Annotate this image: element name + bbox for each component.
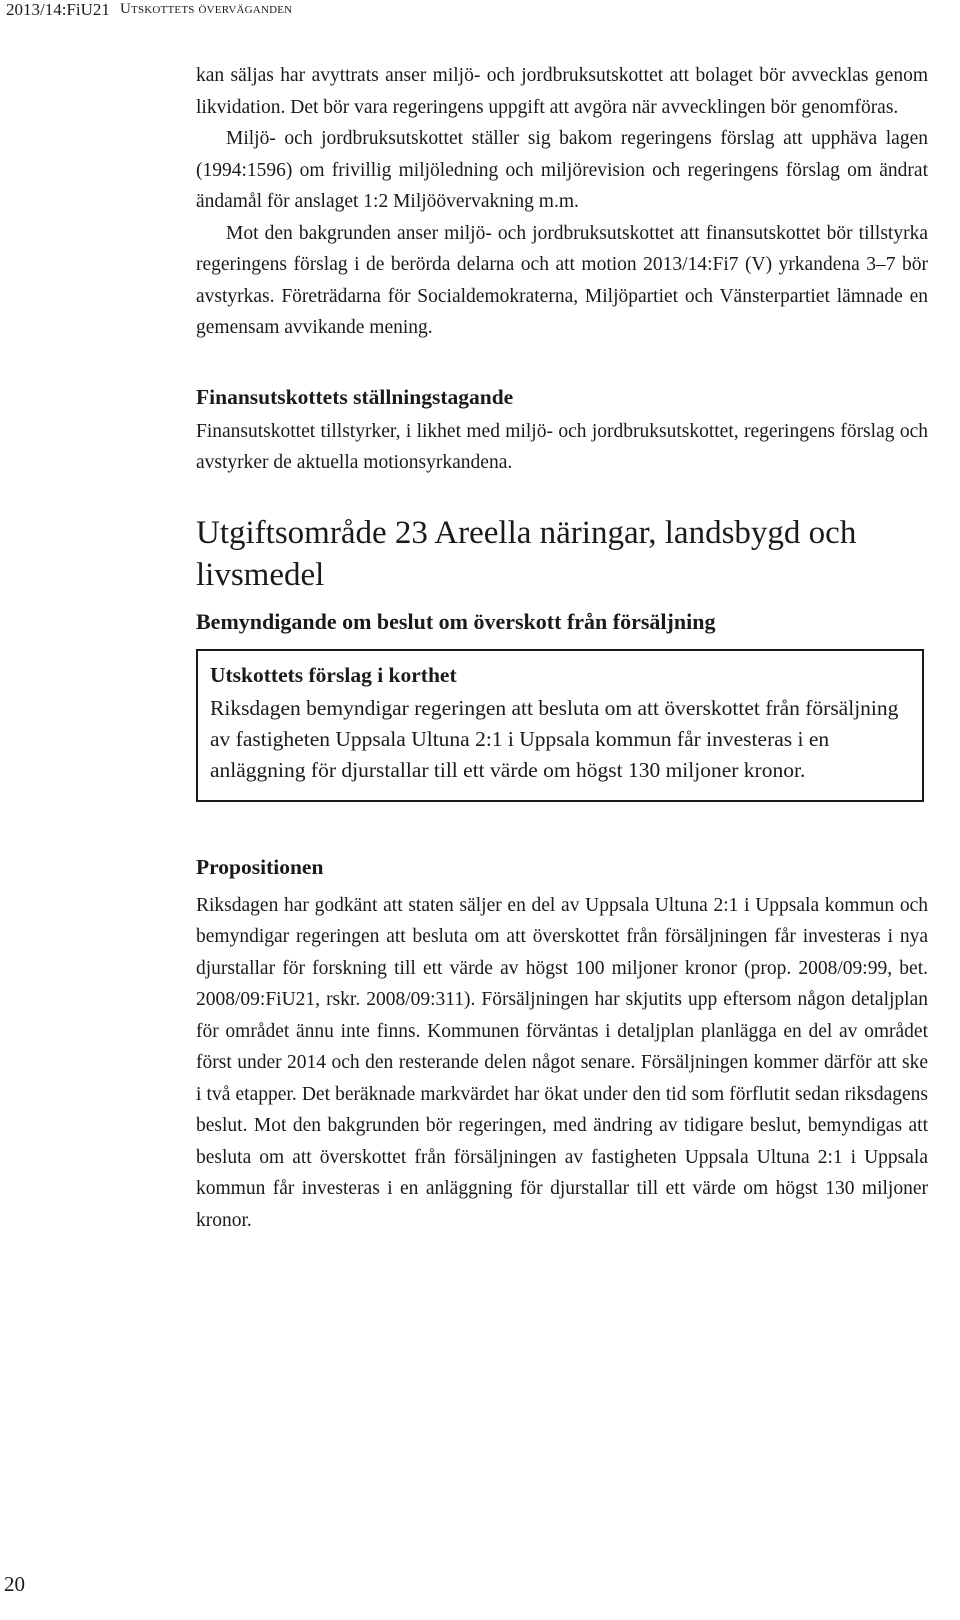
summary-box-text: Riksdagen bemyndigar regeringen att besluta om att överskottet från försäljning av fastigheten Uppsala Ultuna 2:1 i Uppsala kommun får investeras i en anläggning för djurstallar till ett värde om högst 130 miljoner kronor. [210,695,899,782]
section-title: Utgiftsområde 23 Areella näringar, landsbygd och livsmedel [196,514,857,593]
prop-paragraph: Riksdagen har godkänt att staten säljer en del av Uppsala Ultuna 2:1 i Uppsala kommun och bemyndigar regeringen att besluta om att överskottet från försäljningen får investeras i nya djurstallar för forskning till ett värde av högst 100 miljoner kronor (prop. 2008/09:99, bet. 2008/09:FiU21, rskr. 2008/09:311). Försäljningen har skjutits upp eftersom någon detaljplan för området ännu inte finns. Kommunen förväntas i detaljplan planlägga en del av området först under 2014 och den resterande delen något senare. Försäljningen kommer därför att ske i två etapper. Det beräknade markvärdet har ökat under den tid som förflutit sedan riksdagens beslut. Mot den bakgrunden bör regeringen, med ändring av tidigare beslut, bemyndigas att besluta om att överskottet från försäljningen av fastigheten Uppsala Ultuna 2:1 i Uppsala kommun får investeras i en anläggning för djurstallar till ett värde om högst 130 miljoner kronor. [196,894,928,1231]
summary-box-title: Utskottets förslag i korthet [210,662,457,687]
document-reference: 2013/14:FiU21 [6,0,110,19]
prop-heading: Propositionen [196,854,324,879]
paragraph-lagen: Miljö- och jordbruksutskottet ställer sig bakom regeringens förslag att upphäva lagen (1994:1596) om frivillig miljöledning och miljörevision och regeringens förslag om ändrat ändamål för anslaget 1:2 Miljöövervakning m.m. [196,128,928,212]
main-content [196,60,928,1236]
section-subheading: Bemyndigande om beslut om överskott från försäljning [196,608,716,634]
running-title: Utskottets överväganden [120,1,293,17]
paragraph-bakgrund: Mot den bakgrunden anser miljö- och jordbruksutskottet att finansutskottet bör tillstyrka regeringens förslag i de berörda delarna och att motion 2013/14:Fi7 (V) yrkandena 3–7 bör avstyrkas. Företrädarna för Socialdemokraterna, Miljöpartiet och Vänsterpartiet lämnade en gemensam avvikande mening. [196,222,928,338]
finans-heading: Finansutskottets ställningstagande [196,384,514,409]
paragraph-continuation: kan säljas har avyttrats anser miljö- och jordbruksutskottet att bolaget bör avvecklas genom likvidation. Det bör vara regeringens uppgift att avgöra när avvecklingen bör genomföras. [196,65,928,118]
page-number: 20 [4,1572,25,1596]
summary-box [196,649,924,802]
finans-paragraph: Finansutskottet tillstyrker, i likhet med miljö- och jordbruksutskottet, regeringens förslag och avstyrker de aktuella motionsyrkandena. [196,420,928,473]
